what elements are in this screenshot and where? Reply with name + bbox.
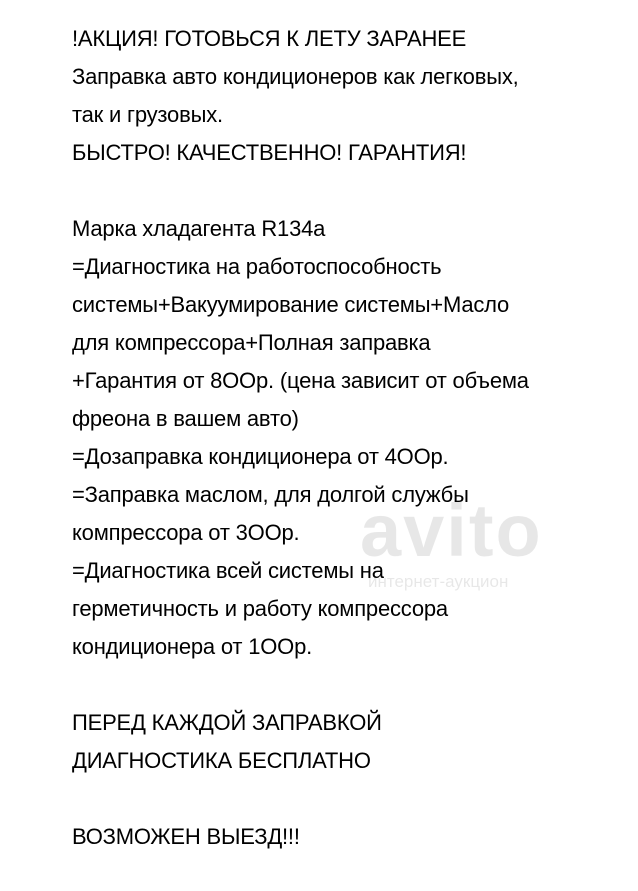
onsite-service-notice: ВОЗМОЖЕН ВЫЕЗД!!! [72, 824, 300, 849]
text-line: так и грузовых. [72, 102, 223, 127]
service-line: =Диагностика всей системы на [72, 558, 384, 583]
service-line: герметичность и работу компрессора [72, 596, 448, 621]
text-line: Заправка авто кондиционеров как легковых, [72, 64, 519, 89]
service-line: =Диагностика на работоспособность [72, 254, 442, 279]
free-diagnostics-notice: ДИАГНОСТИКА БЕСПЛАТНО [72, 748, 371, 773]
blank-line [72, 172, 632, 210]
service-line: для компрессора+Полная заправка [72, 330, 431, 355]
service-line: системы+Вакуумирование системы+Масло [72, 292, 510, 317]
free-diagnostics-notice: ПЕРЕД КАЖДОЙ ЗАПРАВКОЙ [72, 710, 382, 735]
service-line: компрессора от 3ООр. [72, 520, 300, 545]
headline-promo: !АКЦИЯ! ГОТОВЬСЯ К ЛЕТУ ЗАРАНЕЕ [72, 26, 467, 51]
service-line: =Заправка маслом, для долгой службы [72, 482, 469, 507]
watermark-subtitle: интернет-аукцион [368, 572, 509, 591]
ad-text-block [72, 20, 632, 856]
watermark-logo: avito [360, 489, 543, 572]
service-line: =Дозаправка кондиционера от 4ООр. [72, 444, 449, 469]
refrigerant-brand: Марка хладагента R134а [72, 216, 326, 241]
headline-slogan: БЫСТРО! КАЧЕСТВЕННО! ГАРАНТИЯ! [72, 140, 467, 165]
service-line: +Гарантия от 8ООр. (цена зависит от объема [72, 368, 529, 393]
service-line: фреона в вашем авто) [72, 406, 299, 431]
blank-line [72, 666, 632, 704]
service-line: кондиционера от 1ООр. [72, 634, 313, 659]
blank-line [72, 780, 632, 818]
